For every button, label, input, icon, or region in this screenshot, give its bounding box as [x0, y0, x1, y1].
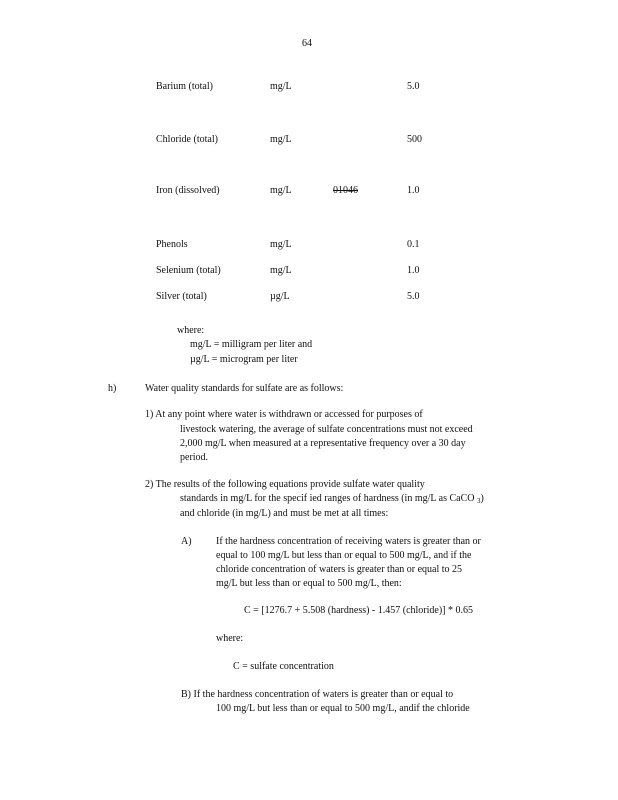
parameter-name: Selenium (total) — [156, 265, 221, 276]
variable-definition: C = sulfate concentration — [233, 661, 334, 672]
parameter-unit: mg/L — [270, 239, 292, 250]
paragraph-line: 1) At any point where water is withdrawn or accessed for purposes of — [145, 409, 423, 420]
paragraph-text: standards in mg/L for the specif ied ranges of hardness (in mg/L as CaCO — [180, 493, 475, 504]
parameter-unit: mg/L — [270, 134, 292, 145]
definition-line: µg/L = microgram per liter — [190, 354, 298, 365]
where-label: where: — [216, 633, 244, 644]
paragraph-line: and chloride (in mg/L) and must be met at all times: — [180, 508, 389, 519]
parameter-unit: µg/L — [270, 291, 290, 302]
paragraph-line: mg/L but less than or equal to 500 mg/L, then: — [216, 578, 402, 589]
section-heading: Water quality standards for sulfate are as follows: — [145, 383, 344, 394]
subscript: 3 — [476, 497, 481, 505]
parameter-value: 0.1 — [407, 239, 420, 250]
parameter-value: 500 — [407, 134, 422, 145]
parameter-name: Silver (total) — [156, 291, 207, 302]
parameter-unit: mg/L — [270, 81, 292, 92]
closing-paren: ) — [480, 493, 484, 504]
subitem-marker: A) — [181, 536, 192, 547]
paragraph-line: 2,000 mg/L when measured at a representative frequency over a 30 day — [180, 438, 466, 449]
definition-line: mg/L = milligram per liter and — [190, 339, 313, 350]
parameter-name: Phenols — [156, 239, 188, 250]
paragraph-line: 2) The results of the following equations provide sulfate water quality — [145, 479, 425, 490]
parameter-name: Iron (dissolved) — [156, 185, 220, 196]
parameter-value: 5.0 — [407, 81, 420, 92]
parameter-unit: mg/L — [270, 265, 292, 276]
parameter-value: 1.0 — [407, 185, 420, 196]
paragraph-line: livestock watering, the average of sulfate concentrations must not exceed — [180, 424, 473, 435]
parameter-value: 1.0 — [407, 265, 420, 276]
page-number: 64 — [302, 38, 312, 49]
paragraph-line: chloride concentration of waters is greater than or equal to 25 — [216, 564, 463, 575]
paragraph-line: 100 mg/L but less than or equal to 500 mg/L, andif the chloride — [216, 703, 470, 714]
parameter-value: 5.0 — [407, 291, 420, 302]
paragraph-line: equal to 100 mg/L but less than or equal to 500 mg/L, and if the — [216, 550, 472, 561]
parameter-name: Barium (total) — [156, 81, 213, 92]
parameter-unit: mg/L — [270, 185, 292, 196]
parameter-name: Chloride (total) — [156, 134, 218, 145]
sulfate-equation: C = [1276.7 + 5.508 (hardness) - 1.457 (chloride)] * 0.65 — [244, 605, 474, 616]
paragraph-line: If the hardness concentration of receiving waters is greater than or — [216, 536, 481, 547]
section-marker: h) — [108, 383, 117, 394]
where-label: where: — [177, 325, 205, 336]
struck-parameter-code: 01046 — [333, 185, 358, 196]
paragraph-line: B) If the hardness concentration of waters is greater than or equal to — [181, 689, 454, 700]
paragraph-line — [180, 493, 484, 507]
paragraph-line: period. — [180, 452, 209, 463]
